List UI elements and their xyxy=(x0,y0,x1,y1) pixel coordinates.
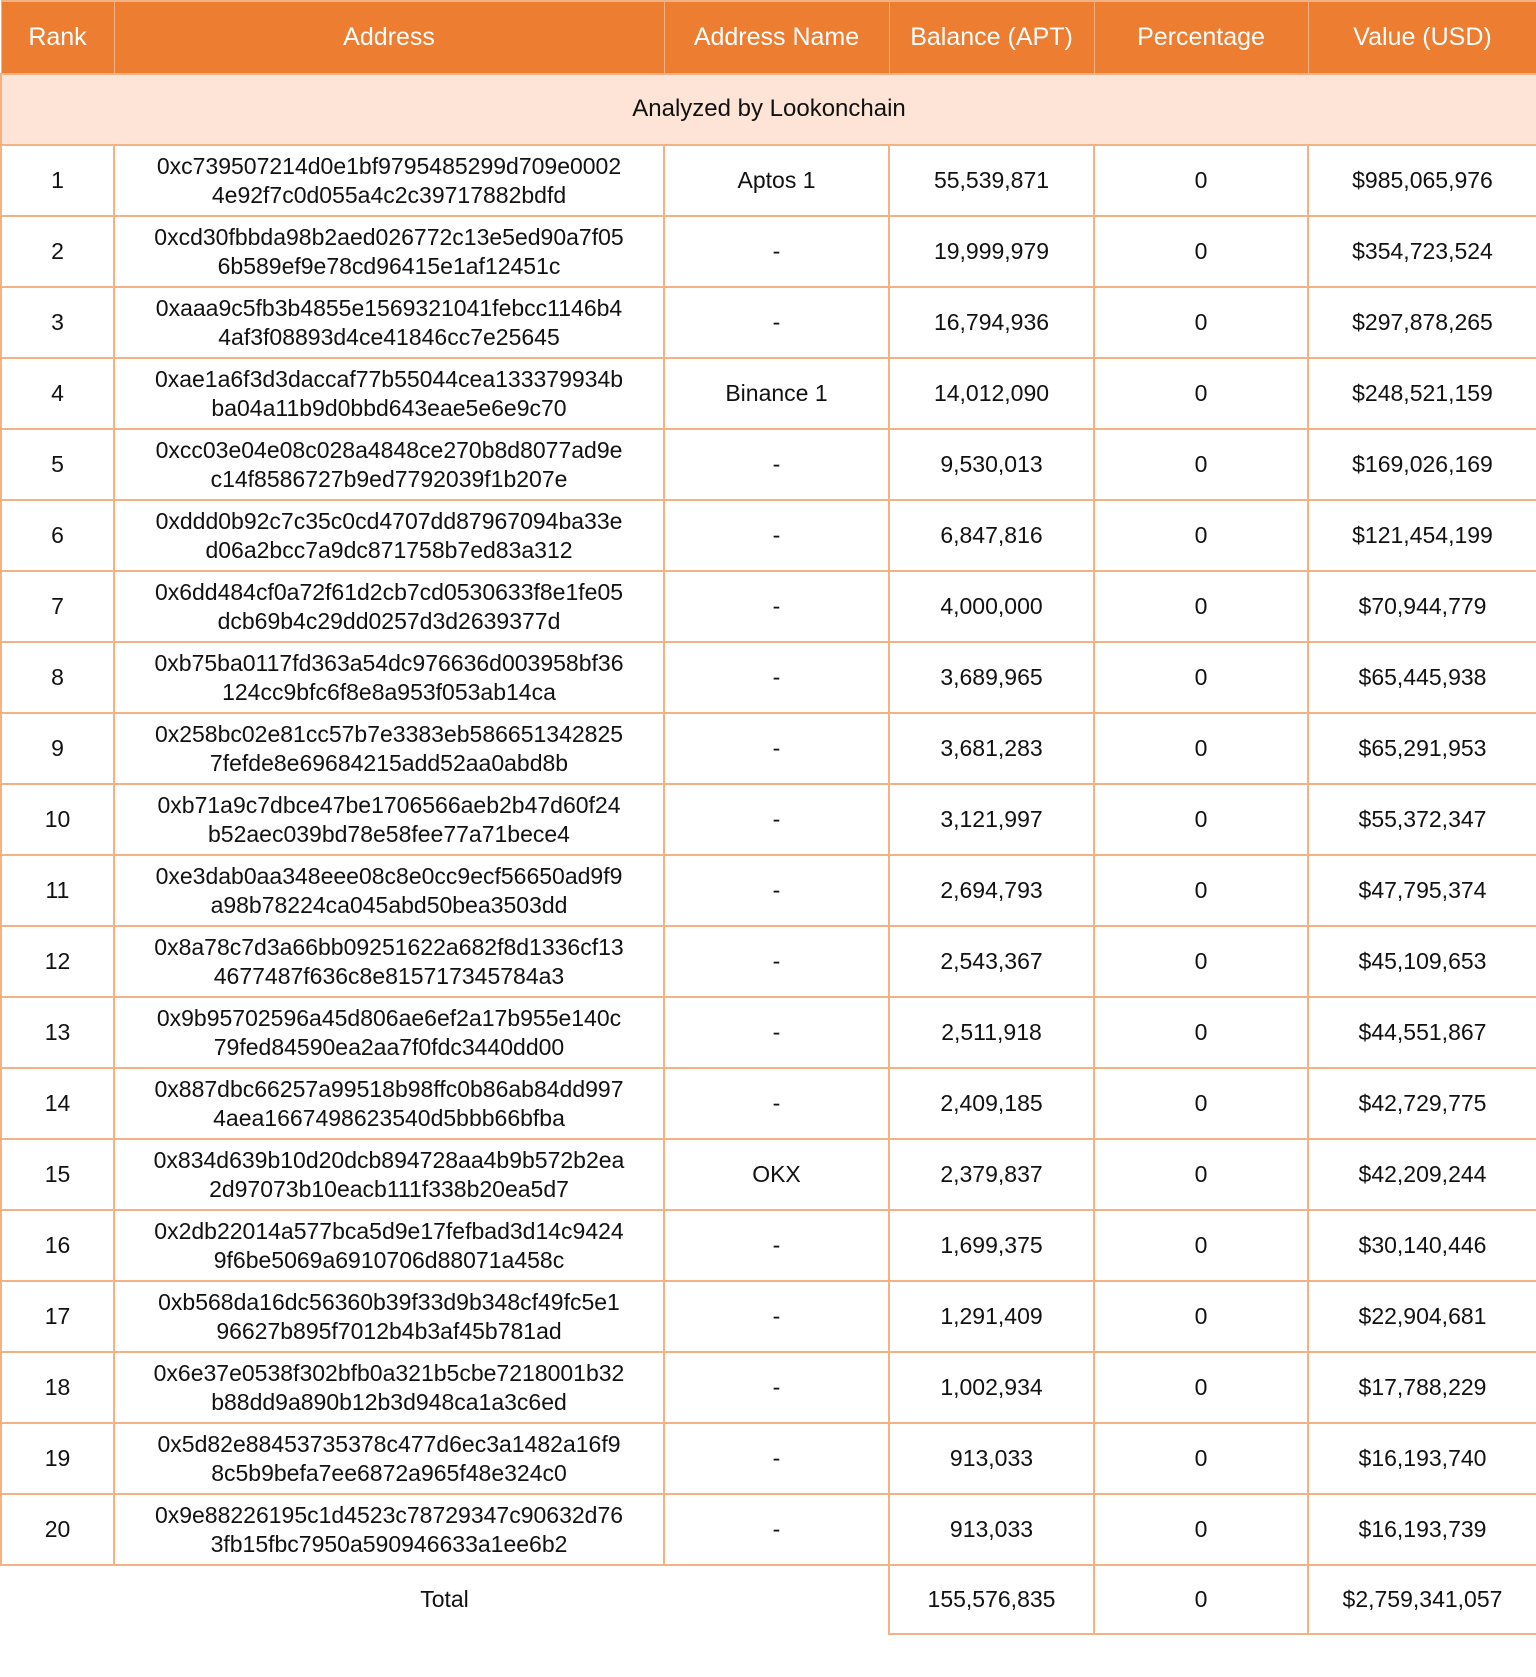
rank-cell: 3 xyxy=(1,287,114,358)
table-row xyxy=(1,926,1536,997)
percentage-cell: 0 xyxy=(1094,571,1308,642)
balance-cell: 6,847,816 xyxy=(889,500,1094,571)
rank-cell: 14 xyxy=(1,1068,114,1139)
address-cell[interactable] xyxy=(114,500,664,571)
address-name-cell: - xyxy=(664,287,889,358)
value-cell: $169,026,169 xyxy=(1308,429,1536,500)
address-name-cell: - xyxy=(664,926,889,997)
percentage-cell: 0 xyxy=(1094,287,1308,358)
percentage-cell: 0 xyxy=(1094,500,1308,571)
address-line-1: 0x9e88226195c1d4523c78729347c90632d76 xyxy=(154,1501,624,1528)
address-line-1: 0x258bc02e81cc57b7e3383eb586651342825 xyxy=(154,720,624,747)
rank-cell: 7 xyxy=(1,571,114,642)
value-cell: $30,140,446 xyxy=(1308,1210,1536,1281)
address-line-2: 4e92f7c0d055a4c2c39717882bdfd xyxy=(211,181,567,208)
address-line-1: 0xae1a6f3d3daccaf77b55044cea133379934b xyxy=(154,365,624,392)
address-cell[interactable] xyxy=(114,429,664,500)
address-line-1: 0x8a78c7d3a66bb09251622a682f8d1336cf13 xyxy=(154,933,624,960)
balance-cell: 1,699,375 xyxy=(889,1210,1094,1281)
table-row xyxy=(1,571,1536,642)
address-line-2: dcb69b4c29dd0257d3d2639377d xyxy=(217,607,561,634)
balance-cell: 4,000,000 xyxy=(889,571,1094,642)
balance-cell: 16,794,936 xyxy=(889,287,1094,358)
address-name-cell: - xyxy=(664,855,889,926)
table-row xyxy=(1,855,1536,926)
balance-cell: 3,681,283 xyxy=(889,713,1094,784)
address-line-1: 0x9b95702596a45d806ae6ef2a17b955e140c xyxy=(156,1004,622,1031)
address-name-cell: Aptos 1 xyxy=(664,145,889,216)
balance-cell: 1,291,409 xyxy=(889,1281,1094,1352)
rank-cell: 13 xyxy=(1,997,114,1068)
balance-cell: 14,012,090 xyxy=(889,358,1094,429)
address-cell[interactable] xyxy=(114,1068,664,1139)
balance-cell: 2,543,367 xyxy=(889,926,1094,997)
percentage-cell: 0 xyxy=(1094,145,1308,216)
table-row xyxy=(1,642,1536,713)
address-line-2: b52aec039bd78e58fee77a71bece4 xyxy=(208,820,570,847)
address-name-cell: - xyxy=(664,1494,889,1565)
balance-cell: 55,539,871 xyxy=(889,145,1094,216)
address-line-1: 0xb75ba0117fd363a54dc976636d003958bf36 xyxy=(154,649,624,676)
rank-cell: 9 xyxy=(1,713,114,784)
table-row xyxy=(1,145,1536,216)
credit-row xyxy=(1,74,1536,145)
balance-cell: 913,033 xyxy=(889,1423,1094,1494)
percentage-cell: 0 xyxy=(1094,784,1308,855)
total-value: $2,759,341,057 xyxy=(1308,1565,1536,1634)
value-cell: $16,193,739 xyxy=(1308,1494,1536,1565)
percentage-cell: 0 xyxy=(1094,1139,1308,1210)
table-row xyxy=(1,1210,1536,1281)
address-cell[interactable] xyxy=(114,784,664,855)
value-cell: $42,209,244 xyxy=(1308,1139,1536,1210)
address-line-2: a98b78224ca045abd50bea3503dd xyxy=(210,891,568,918)
table-row xyxy=(1,784,1536,855)
value-cell: $65,445,938 xyxy=(1308,642,1536,713)
table-row xyxy=(1,1494,1536,1565)
rank-cell: 11 xyxy=(1,855,114,926)
address-cell[interactable] xyxy=(114,997,664,1068)
percentage-cell: 0 xyxy=(1094,642,1308,713)
address-name-cell: - xyxy=(664,571,889,642)
balance-cell: 2,379,837 xyxy=(889,1139,1094,1210)
balance-cell: 2,694,793 xyxy=(889,855,1094,926)
percentage-cell: 0 xyxy=(1094,1210,1308,1281)
address-cell[interactable] xyxy=(114,216,664,287)
address-name-cell: - xyxy=(664,1281,889,1352)
percentage-cell: 0 xyxy=(1094,216,1308,287)
address-line-2: 9f6be5069a6910706d88071a458c xyxy=(213,1246,565,1273)
rank-cell: 1 xyxy=(1,145,114,216)
address-cell[interactable] xyxy=(114,1494,664,1565)
address-cell[interactable] xyxy=(114,1210,664,1281)
column-header-balance: Balance (APT) xyxy=(889,1,1094,74)
value-cell: $42,729,775 xyxy=(1308,1068,1536,1139)
rank-cell: 18 xyxy=(1,1352,114,1423)
percentage-cell: 0 xyxy=(1094,1068,1308,1139)
address-line-1: 0x834d639b10d20dcb894728aa4b9b572b2ea xyxy=(153,1146,625,1173)
rank-cell: 20 xyxy=(1,1494,114,1565)
address-cell[interactable] xyxy=(114,642,664,713)
address-line-1: 0xcc03e04e08c028a4848ce270b8d8077ad9e xyxy=(155,436,623,463)
table-row xyxy=(1,429,1536,500)
value-cell: $16,193,740 xyxy=(1308,1423,1536,1494)
address-cell[interactable] xyxy=(114,287,664,358)
table-row xyxy=(1,500,1536,571)
address-cell[interactable] xyxy=(114,926,664,997)
address-name-cell: - xyxy=(664,997,889,1068)
percentage-cell: 0 xyxy=(1094,713,1308,784)
column-header-value: Value (USD) xyxy=(1308,1,1536,74)
table-header-row xyxy=(1,1,1536,74)
table-row xyxy=(1,1068,1536,1139)
value-cell: $354,723,524 xyxy=(1308,216,1536,287)
rank-cell: 4 xyxy=(1,358,114,429)
rank-cell: 10 xyxy=(1,784,114,855)
address-name-cell: - xyxy=(664,642,889,713)
value-cell: $297,878,265 xyxy=(1308,287,1536,358)
table-row xyxy=(1,1139,1536,1210)
rank-cell: 8 xyxy=(1,642,114,713)
address-name-cell: - xyxy=(664,784,889,855)
address-name-cell: - xyxy=(664,216,889,287)
address-line-2: 96627b895f7012b4b3af45b781ad xyxy=(216,1317,562,1344)
value-cell: $45,109,653 xyxy=(1308,926,1536,997)
balance-cell: 3,689,965 xyxy=(889,642,1094,713)
address-cell[interactable] xyxy=(114,713,664,784)
address-name-cell: - xyxy=(664,1210,889,1281)
address-name-cell: OKX xyxy=(664,1139,889,1210)
address-name-cell: - xyxy=(664,1068,889,1139)
address-name-cell: - xyxy=(664,1352,889,1423)
credit-text: Analyzed by Lookonchain xyxy=(1,74,1536,145)
value-cell: $70,944,779 xyxy=(1308,571,1536,642)
table-row xyxy=(1,713,1536,784)
table-row xyxy=(1,358,1536,429)
rank-cell: 16 xyxy=(1,1210,114,1281)
table-row xyxy=(1,287,1536,358)
value-cell: $47,795,374 xyxy=(1308,855,1536,926)
address-line-2: ba04a11b9d0bbd643eae5e6e9c70 xyxy=(211,394,567,421)
address-line-2: c14f8586727b9ed7792039f1b207e xyxy=(210,465,568,492)
address-line-2: 3fb15fbc7950a590946633a1ee6b2 xyxy=(210,1530,568,1557)
value-cell: $248,521,159 xyxy=(1308,358,1536,429)
balance-cell: 1,002,934 xyxy=(889,1352,1094,1423)
address-cell[interactable] xyxy=(114,358,664,429)
column-header-rank: Rank xyxy=(1,1,114,74)
address-line-1: 0x2db22014a577bca5d9e17fefbad3d14c9424 xyxy=(154,1217,624,1244)
percentage-cell: 0 xyxy=(1094,926,1308,997)
percentage-cell: 0 xyxy=(1094,1423,1308,1494)
address-line-2: 2d97073b10eacb111f338b20ea5d7 xyxy=(209,1175,569,1202)
rank-cell: 12 xyxy=(1,926,114,997)
total-label: Total xyxy=(1,1565,889,1634)
address-cell[interactable] xyxy=(114,145,664,216)
rank-cell: 19 xyxy=(1,1423,114,1494)
address-line-2: 4677487f636c8e815717345784a3 xyxy=(213,962,565,989)
balance-cell: 2,409,185 xyxy=(889,1068,1094,1139)
percentage-cell: 0 xyxy=(1094,1494,1308,1565)
address-cell[interactable] xyxy=(114,1352,664,1423)
value-cell: $17,788,229 xyxy=(1308,1352,1536,1423)
table-row xyxy=(1,1352,1536,1423)
percentage-cell: 0 xyxy=(1094,429,1308,500)
address-line-1: 0xe3dab0aa348eee08c8e0cc9ecf56650ad9f9 xyxy=(155,862,623,889)
total-percentage: 0 xyxy=(1094,1565,1308,1634)
balance-cell: 913,033 xyxy=(889,1494,1094,1565)
address-name-cell: - xyxy=(664,1423,889,1494)
table-row xyxy=(1,216,1536,287)
value-cell: $55,372,347 xyxy=(1308,784,1536,855)
address-cell[interactable] xyxy=(114,855,664,926)
address-line-1: 0xb71a9c7dbce47be1706566aeb2b47d60f24 xyxy=(157,791,621,818)
rank-cell: 17 xyxy=(1,1281,114,1352)
rank-cell: 15 xyxy=(1,1139,114,1210)
address-line-1: 0xaaa9c5fb3b4855e1569321041febcc1146b4 xyxy=(155,294,623,321)
column-header-address-name: Address Name xyxy=(664,1,889,74)
value-cell: $65,291,953 xyxy=(1308,713,1536,784)
address-line-1: 0x6e37e0538f302bfb0a321b5cbe7218001b32 xyxy=(153,1359,625,1386)
address-line-2: d06a2bcc7a9dc871758b7ed83a312 xyxy=(205,536,573,563)
address-line-2: b88dd9a890b12b3d948ca1a3c6ed xyxy=(211,1388,567,1415)
table-row xyxy=(1,1423,1536,1494)
column-header-address: Address xyxy=(114,1,664,74)
address-line-2: 6b589ef9e78cd96415e1af12451c xyxy=(217,252,561,279)
address-name-cell: - xyxy=(664,713,889,784)
address-cell[interactable] xyxy=(114,1423,664,1494)
value-cell: $985,065,976 xyxy=(1308,145,1536,216)
address-line-2: 7fefde8e69684215add52aa0abd8b xyxy=(209,749,569,776)
total-row xyxy=(1,1565,1536,1634)
percentage-cell: 0 xyxy=(1094,358,1308,429)
balance-cell: 19,999,979 xyxy=(889,216,1094,287)
address-line-2: 4aea1667498623540d5bbb66bfba xyxy=(213,1104,565,1131)
total-balance: 155,576,835 xyxy=(889,1565,1094,1634)
value-cell: $44,551,867 xyxy=(1308,997,1536,1068)
address-line-1: 0xddd0b92c7c35c0cd4707dd87967094ba33e xyxy=(155,507,623,534)
address-line-2: 4af3f08893d4ce41846cc7e25645 xyxy=(218,323,560,350)
address-name-cell: Binance 1 xyxy=(664,358,889,429)
address-line-1: 0xc739507214d0e1bf9795485299d709e0002 xyxy=(156,152,622,179)
rank-cell: 5 xyxy=(1,429,114,500)
address-line-2: 79fed84590ea2aa7f0fdc3440dd00 xyxy=(213,1033,565,1060)
address-line-2: 8c5b9befa7ee6872a965f48e324c0 xyxy=(211,1459,567,1486)
value-cell: $121,454,199 xyxy=(1308,500,1536,571)
address-line-1: 0xcd30fbbda98b2aed026772c13e5ed90a7f05 xyxy=(154,223,624,250)
rank-cell: 6 xyxy=(1,500,114,571)
percentage-cell: 0 xyxy=(1094,1352,1308,1423)
percentage-cell: 0 xyxy=(1094,1281,1308,1352)
address-line-1: 0xb568da16dc56360b39f33d9b348cf49fc5e1 xyxy=(158,1288,620,1315)
rank-cell: 2 xyxy=(1,216,114,287)
address-cell[interactable] xyxy=(114,571,664,642)
balance-cell: 2,511,918 xyxy=(889,997,1094,1068)
balance-cell: 3,121,997 xyxy=(889,784,1094,855)
address-line-1: 0x5d82e88453735378c477d6ec3a1482a16f9 xyxy=(157,1430,621,1457)
address-cell[interactable] xyxy=(114,1281,664,1352)
address-name-cell: - xyxy=(664,500,889,571)
address-line-1: 0x887dbc66257a99518b98ffc0b86ab84dd997 xyxy=(154,1075,624,1102)
address-cell[interactable] xyxy=(114,1139,664,1210)
table-row xyxy=(1,997,1536,1068)
balance-cell: 9,530,013 xyxy=(889,429,1094,500)
address-line-2: 124cc9bfc6f8e8a953f053ab14ca xyxy=(222,678,556,705)
address-name-cell: - xyxy=(664,429,889,500)
table-row xyxy=(1,1281,1536,1352)
column-header-percentage: Percentage xyxy=(1094,1,1308,74)
value-cell: $22,904,681 xyxy=(1308,1281,1536,1352)
percentage-cell: 0 xyxy=(1094,855,1308,926)
percentage-cell: 0 xyxy=(1094,997,1308,1068)
address-line-1: 0x6dd484cf0a72f61d2cb7cd0530633f8e1fe05 xyxy=(154,578,624,605)
